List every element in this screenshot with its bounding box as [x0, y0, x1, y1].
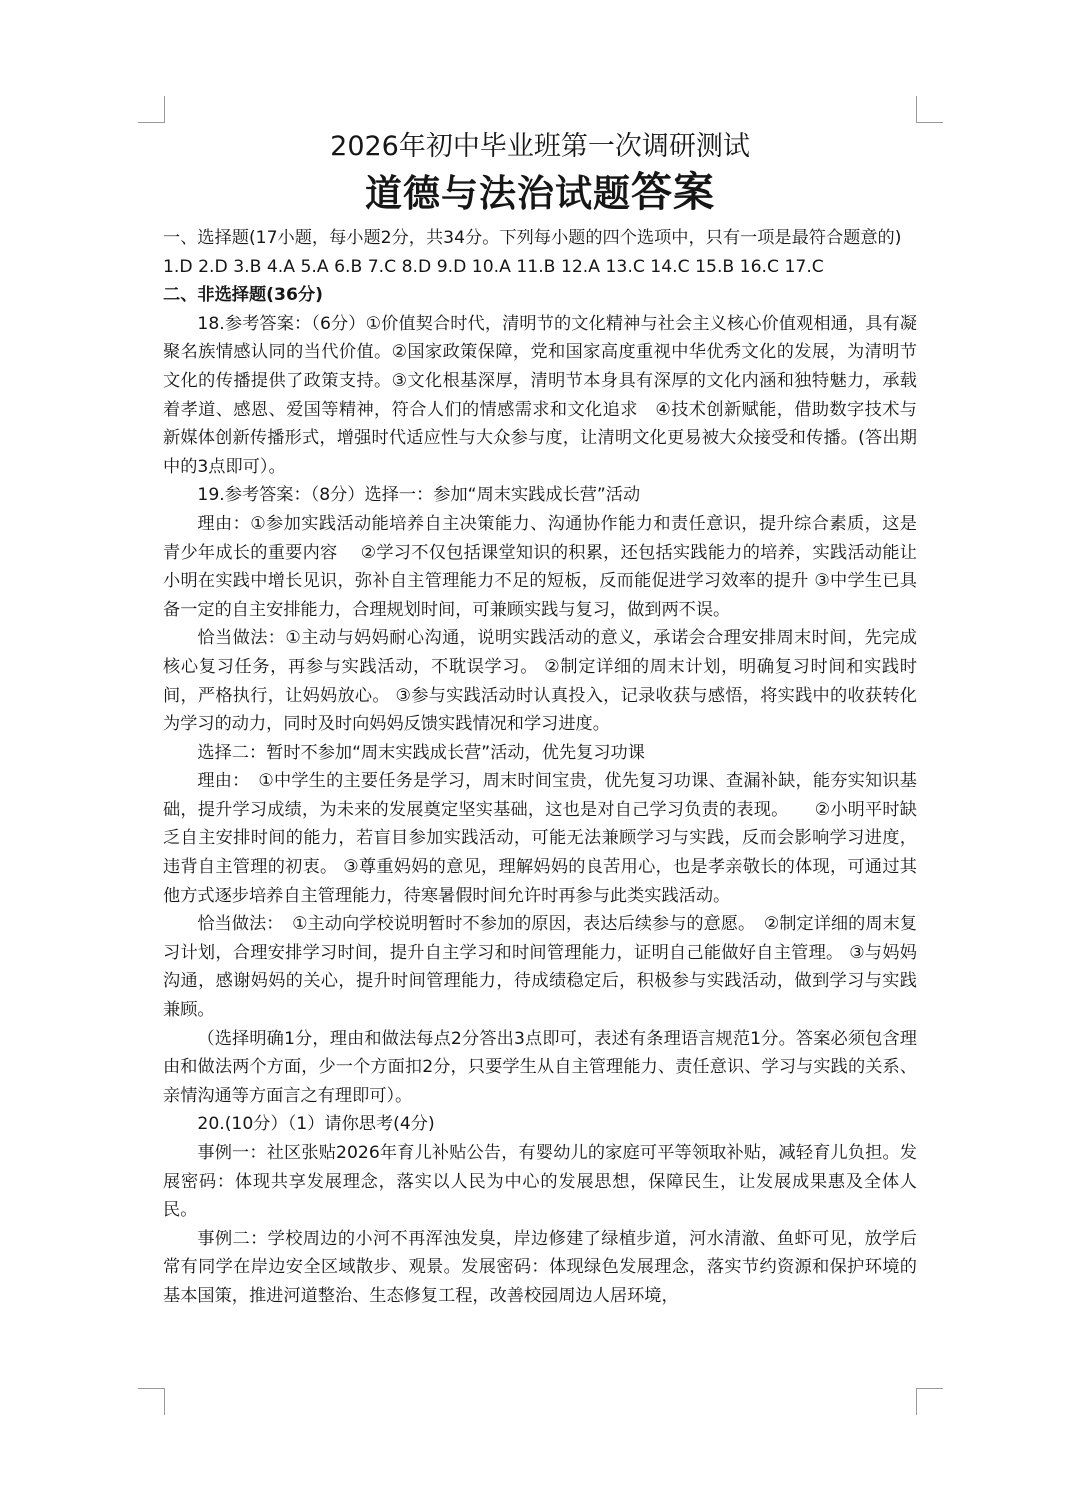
section2-heading: 二、非选择题(36分): [163, 285, 323, 306]
q19-choice1-reason: 理由：①参加实践活动能培养自主决策能力、沟通协作能力和责任意识，提升综合素质，这是青少年成长的重要内容 ②学习不仅包括课堂知识的积累，还包括实践能力的培养，实践活动能让小明在实践中增长见识，弥补自主管理能力不足的短板，反而能促进学习效率的提升 ③中学生已具备一定的自主安排能力，合理规划时间，可兼顾实践与复习，做到两不误。: [163, 513, 917, 620]
q18-answer: 18.参考答案：（6分）①价值契合时代，清明节的文化精神与社会主义核心价值观相通，具有凝聚名族情感认同的当代价值。②国家政策保障，党和国家高度重视中华优秀文化的发展，为清明节文化的传播提供了政策支持。③文化根基深厚，清明节本身具有深厚的文化内涵和独特魅力，承载着孝道、感恩、爱国等精神，符合人们的情感需求和文化追求 ④技术创新赋能，借助数字技术与新媒体创新传播形式，增强时代适应性与大众参与度，让清明文化更易被大众接受和传播。(答出期中的3点即可）。: [163, 313, 917, 477]
crop-mark-bottom-right: [916, 1388, 943, 1415]
q19-scoring-note: （选择明确1分，理由和做法每点2分答出3点即可，表述有条理语言规范1分。答案必须包含理由和做法两个方面，少一个方面扣2分，只要学生从自主管理能力、责任意识、学习与实践的关系、亲情沟通等方面言之有理即可）。: [163, 1028, 917, 1106]
q19-choice2-intro: 选择二：暂时不参加“周末实践成长营”活动，优先复习功课: [197, 742, 645, 763]
crop-mark-bottom-left: [138, 1388, 165, 1415]
crop-mark-top-left: [138, 96, 165, 123]
section1-heading: 一、选择题(17小题，每小题2分，共34分。下列每小题的四个选项中，只有一项是最符合题意的): [163, 228, 902, 248]
q19-intro: 19.参考答案：（8分）选择一：参加“周末实践成长营”活动: [197, 485, 641, 506]
subject-title-answer: 答案: [631, 168, 715, 216]
document-page: [163, 128, 917, 1311]
q20-case2: 事例二：学校周边的小河不再浑浊发臭，岸边修建了绿植步道，河水清澈、鱼虾可见，放学后常有同学在岸边安全区域散步、观景。发展密码：体现绿色发展理念，落实节约资源和保护环境的基本国策，推进河道整治、生态修复工程，改善校园周边人居环境，: [163, 1228, 917, 1306]
subject-title-main: 道德与法治试题: [365, 172, 631, 215]
q20-intro: 20.(10分）（1）请你思考(4分): [197, 1114, 435, 1135]
crop-mark-top-right: [916, 96, 943, 123]
q19-choice1-method: 恰当做法：①主动与妈妈耐心沟通，说明实践活动的意义，承诺会合理安排周末时间，先完成核心复习任务，再参与实践活动，不耽误学习。 ②制定详细的周末计划，明确复习时间和实践时间，严格执行，让妈妈放心。 ③参与实践活动时认真投入，记录收获与感悟，将实践中的收获转化为学习的动力，同时及时向妈妈反馈实践情况和学习进度。: [163, 628, 917, 735]
q20-case1: 事例一：社区张贴2026年育儿补贴公告，有婴幼儿的家庭可平等领取补贴，减轻育儿负担。发展密码：体现共享发展理念，落实以人民为中心的发展思想，保障民生，让发展成果惠及全体人民。: [163, 1143, 917, 1221]
q19-choice2-method: 恰当做法： ①主动向学校说明暂时不参加的原因，表达后续参与的意愿。 ②制定详细的周末复习计划，合理安排学习时间，提升自主学习和时间管理能力，证明自己能做好自主管理。 ③与妈妈沟通，感谢妈妈的关心，提升时间管理能力，待成绩稳定后，积极参与实践活动，做到学习与实践兼顾。: [163, 914, 917, 1021]
subject-title: [163, 166, 917, 220]
q19-choice2-reason: 理由： ①中学生的主要任务是学习，周末时间宝贵，优先复习功课、查漏补缺，能夯实知识基础，提升学习成绩，为未来的发展奠定坚实基础，这也是对自己学习负责的表现。 ②小明平时缺乏自主安排时间的能力，若盲目参加实践活动，可能无法兼顾学习与实践，反而会影响学习进度，违背自主管理的初衷。 ③尊重妈妈的意见，理解妈妈的良苦用心，也是孝亲敬长的体现，可通过其他方式逐步培养自主管理能力，待寒暑假时间允许时再参与此类实践活动。: [163, 771, 917, 906]
choice-answers: 1.D 2.D 3.B 4.A 5.A 6.B 7.C 8.D 9.D 10.A 11.B 12.A 13.C 14.C 15.B 16.C 17.C: [163, 256, 824, 277]
exam-title: 2026年初中毕业班第一次调研测试: [330, 131, 750, 162]
